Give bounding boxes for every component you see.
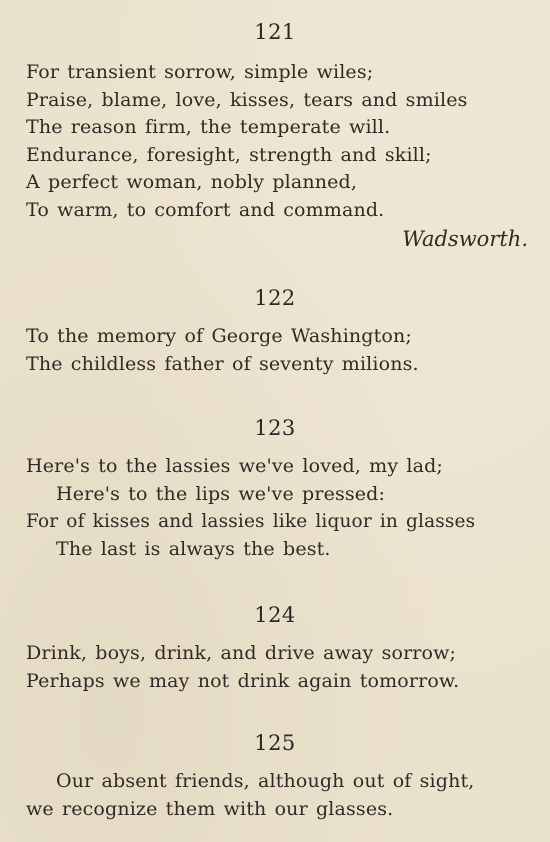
toast-number: 121 [254, 20, 296, 44]
toast-124 [0, 601, 550, 695]
attribution: Wadsworth. [402, 227, 528, 251]
verse-line: The childless father of seventy milions. [26, 352, 419, 375]
verse-line: Endurance, foresight, strength and skill; [26, 143, 432, 166]
toast-number: 123 [254, 416, 296, 440]
verse-line: To the memory of George Washington; [26, 325, 412, 347]
verse-line: A perfect woman, nobly planned, [26, 171, 358, 193]
verse-line: For transient sorrow, simple wiles; [26, 61, 374, 83]
toast-number: 124 [254, 603, 296, 627]
verse-line: Drink, boys, drink, and drive away sorrow; [26, 642, 457, 664]
toast-number: 122 [254, 286, 296, 310]
toast-125 [0, 729, 550, 823]
verse-line: Here's to the lassies we've loved, my lad; [26, 455, 443, 477]
verse-line: For of kisses and lassies like liquor in glasses [26, 511, 476, 532]
toast-121 [0, 18, 550, 254]
verse-line: To warm, to comfort and command. [26, 198, 385, 221]
verse-line: Perhaps we may not drink again tomorrow. [26, 669, 460, 692]
verse-line: Here's to the lips we've pressed: [56, 482, 386, 505]
verse-line: The last is always the best. [56, 537, 331, 560]
toast-number: 125 [254, 731, 296, 755]
toast-123 [0, 414, 550, 563]
verse-line: Our absent friends, although out of sight, [56, 770, 475, 792]
verse-line: The reason firm, the temperate will. [26, 116, 391, 138]
verse-line: Praise, blame, love, kisses, tears and smiles [26, 88, 468, 111]
verse-line: we recognize them with our glasses. [26, 797, 394, 820]
toast-122 [0, 284, 550, 378]
